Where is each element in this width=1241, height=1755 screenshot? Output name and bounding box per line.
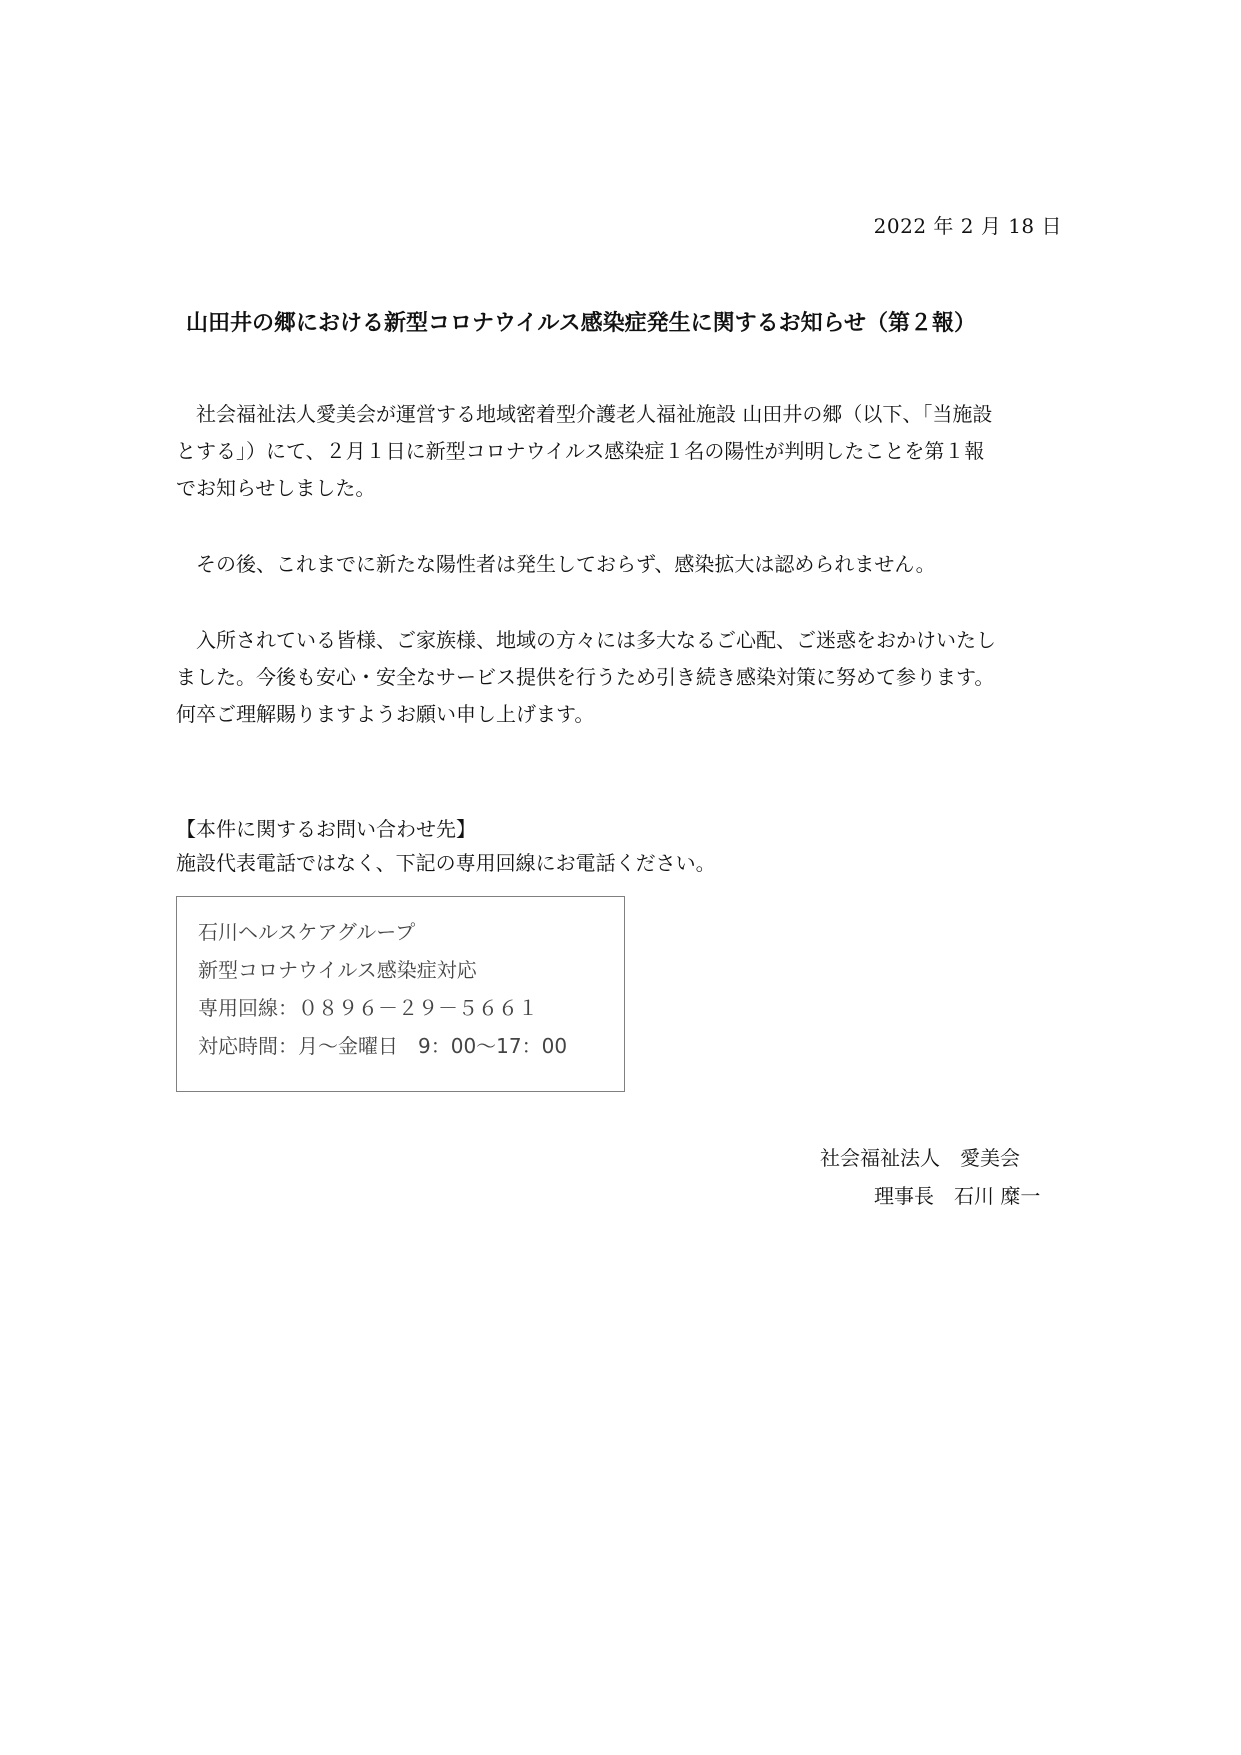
contact-phone: 専用回線：０８９６－２９－５６６１ [198,996,538,1020]
signature-representative: 理事長 石川 糜一 [874,1184,1041,1208]
contact-department: 新型コロナウイルス感染症対応 [198,958,477,982]
contact-note: 施設代表電話ではなく、下記の専用回線にお電話ください。 [176,851,716,875]
document-date: 2022 年 2 月 18 日 [873,214,1062,238]
contact-hours: 対応時間：月～金曜日 9：00～17：00 [198,1034,568,1058]
contact-group-name: 石川ヘルスケアグループ [198,920,416,944]
contact-box [176,896,625,1092]
body-paragraph-2: その後、これまでに新たな陽性者は発生しておらず、感染拡大は認められません。 [176,552,936,576]
body-paragraph-3: 入所されている皆様、ご家族様、地域の方々には多大なるご心配、ご迷惑をおかけいたし ました。今後も安心・安全なサービス提供を行うため引き続き感染対策に努めて参ります。 何卒ご理解賜りますようお願い申し上げます。 [176,628,996,726]
signature-organization: 社会福祉法人 愛美会 [820,1146,1020,1170]
document-title: 山田井の郷における新型コロナウイルス感染症発生に関するお知らせ（第２報） [186,310,977,336]
contact-heading: 【本件に関するお問い合わせ先】 [176,817,476,841]
body-paragraph-1: 社会福祉法人愛美会が運営する地域密着型介護老人福祉施設 山田井の郷（以下、「当施設 とする」）にて、２月１日に新型コロナウイルス感染症１名の陽性が判明したことを第１報 でお知らせしました。 [176,402,993,500]
